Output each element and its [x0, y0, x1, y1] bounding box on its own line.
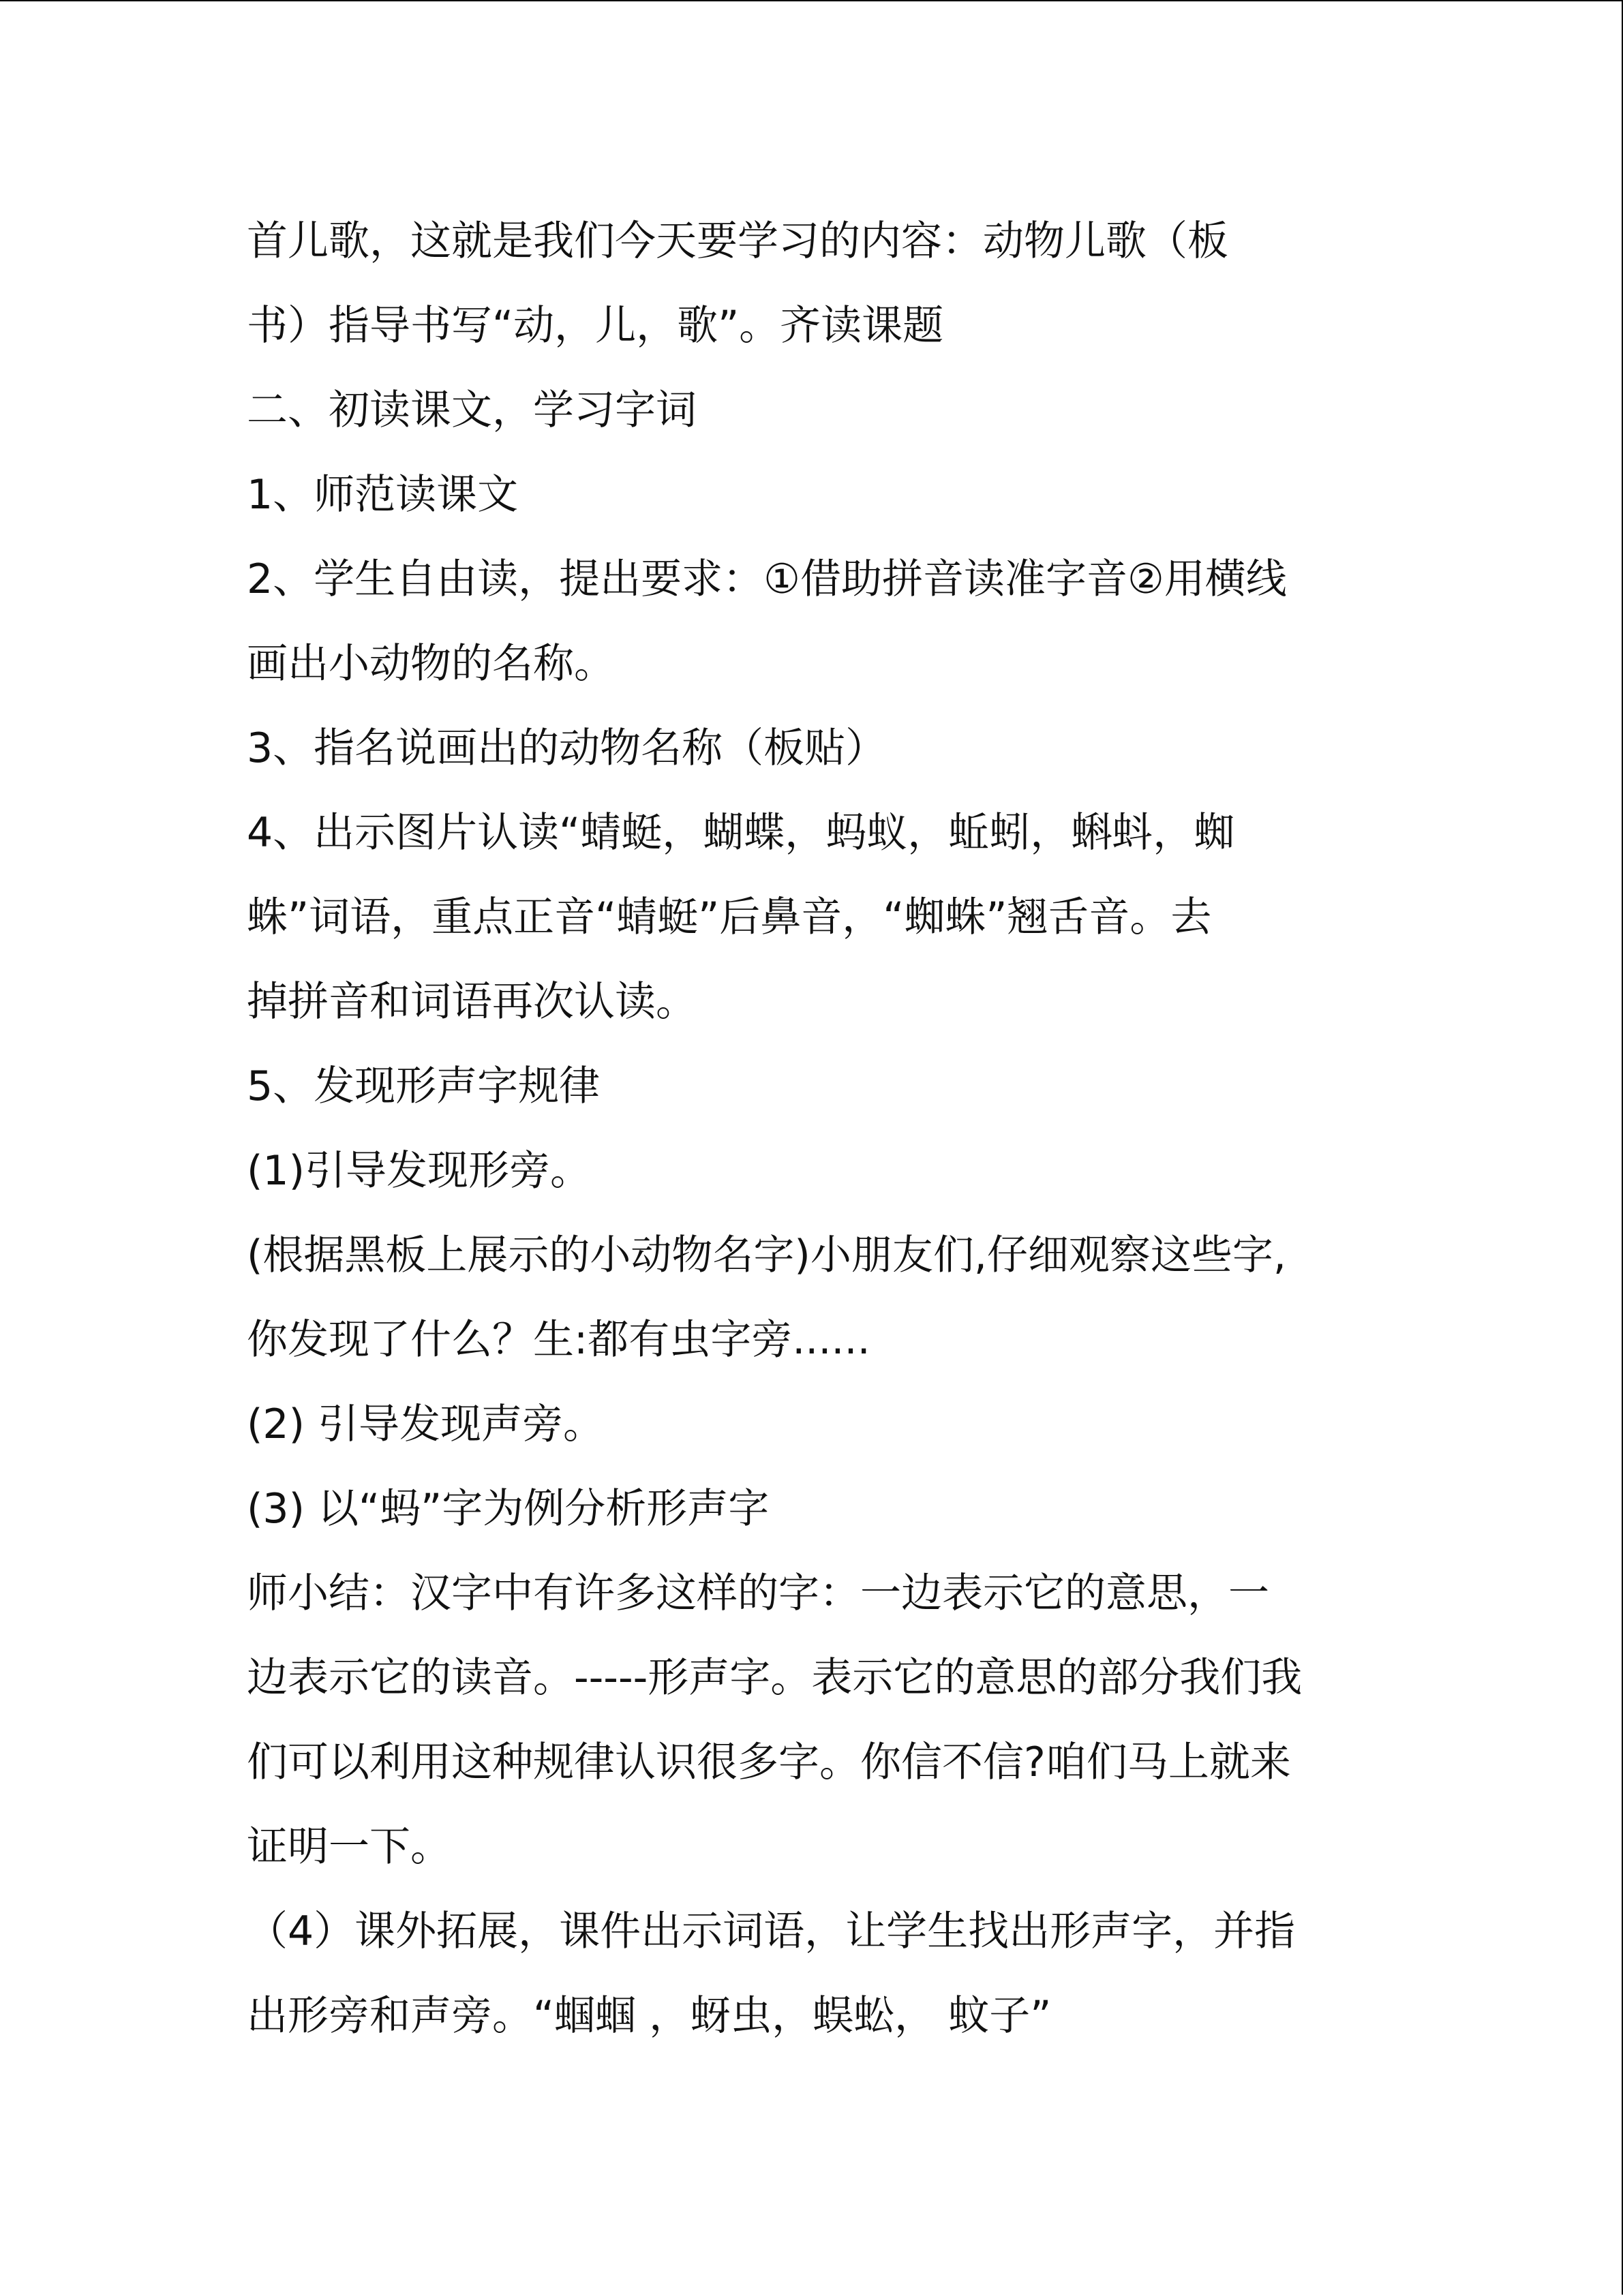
text-line: 4、出示图片认读“蜻蜓，蝴蝶，蚂蚁，蚯蚓，蝌蚪，蜘 [247, 809, 1235, 857]
text-line: 掉拼音和词语再次认读。 [247, 978, 697, 1026]
text-line: 首儿歌，这就是我们今天要学习的内容：动物儿歌（板 [247, 217, 1228, 265]
text-line: 边表示它的读音。-----形声字。表示它的意思的部分我们我 [247, 1654, 1303, 1702]
text-line: 1、师范读课文 [247, 471, 519, 519]
section-heading: 二、初读课文，学习字词 [247, 386, 697, 434]
text-line: 书）指导书写“动，儿，歌”。齐读课题 [247, 302, 944, 350]
text-line: (1)引导发现形旁。 [247, 1147, 591, 1195]
text-line: 3、指名说画出的动物名称（板贴） [247, 724, 887, 772]
text-line: 2、学生自由读，提出要求：①借助拼音读准字音②用横线 [247, 555, 1287, 603]
text-line: 5、发现形声字规律 [247, 1062, 601, 1110]
text-line: (根据黑板上展示的小动物名字)小朋友们,仔细观察这些字, [247, 1231, 1286, 1279]
text-line: (3) 以“蚂”字为例分析形声字 [247, 1485, 770, 1533]
document-body [0, 1, 1623, 2296]
text-line: 画出小动物的名称。 [247, 640, 615, 688]
text-line: 证明一下。 [247, 1823, 451, 1871]
text-line: （4）课外拓展，课件出示词语，让学生找出形声字，并指 [247, 1908, 1296, 1955]
text-line: 们可以利用这种规律认识很多字。你信不信?咱们马上就来 [247, 1739, 1291, 1786]
text-line: 你发现了什么？生:都有虫字旁...... [247, 1316, 870, 1364]
text-line: 出形旁和声旁。“蝈蝈 ，蚜虫，蜈蚣， 蚊子” [247, 1992, 1052, 2040]
text-line: 蛛”词语，重点正音“蜻蜓”后鼻音，“蜘蛛”翘舌音。去 [247, 893, 1212, 941]
text-line: 师小结：汉字中有许多这样的字：一边表示它的意思，一 [247, 1570, 1269, 1617]
text-line: (2) 引导发现声旁。 [247, 1400, 605, 1448]
